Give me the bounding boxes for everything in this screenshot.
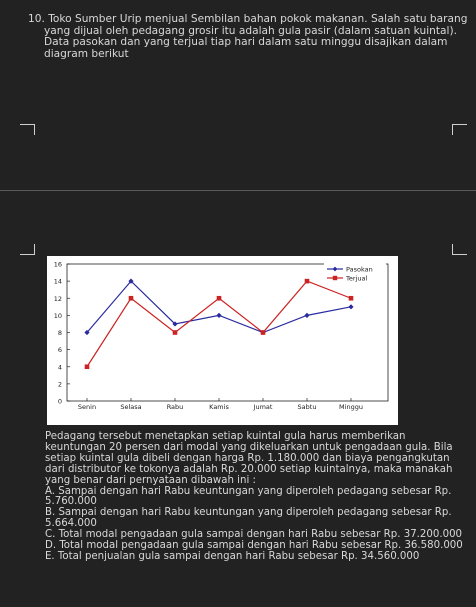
crop-corner-top-left[interactable] bbox=[20, 124, 35, 135]
data-point-terjual bbox=[305, 279, 310, 284]
legend-marker-terjual bbox=[333, 276, 337, 280]
line-chart bbox=[47, 256, 398, 425]
series-line-terjual bbox=[87, 281, 351, 367]
option-c: C. Total modal pengadaan gula sampai dengan hari Rabu sebesar Rp. 37.200.000 bbox=[45, 529, 463, 541]
y-tick-label: 14 bbox=[53, 277, 62, 286]
data-point-terjual bbox=[261, 330, 266, 335]
data-point-terjual bbox=[85, 364, 90, 369]
x-tick-label: Selasa bbox=[120, 403, 142, 411]
question-line: diagram berikut bbox=[44, 47, 129, 60]
y-tick-label: 10 bbox=[53, 311, 62, 320]
paragraph-line: keuntungan 20 persen dari modal yang dikeluarkan untuk pengadaan gula. Bila bbox=[45, 441, 453, 453]
legend-label: Terjual bbox=[346, 274, 368, 283]
data-point-terjual bbox=[129, 296, 134, 301]
crop-corner-top-right[interactable] bbox=[452, 124, 467, 135]
legend-label: Pasokan bbox=[346, 265, 373, 274]
data-point-pasokan bbox=[348, 304, 353, 309]
y-tick-label: 12 bbox=[53, 294, 62, 303]
option-e: E. Total penjualan gula sampai dengan hari Rabu sebesar Rp. 34.560.000 bbox=[45, 550, 420, 562]
question-line: yang dijual oleh pedagang grosir itu adalah gula pasir (dalam satuan kuintal). bbox=[44, 24, 457, 37]
y-tick-label: 0 bbox=[57, 397, 62, 406]
x-tick-label: Rabu bbox=[166, 403, 184, 411]
y-tick-label: 2 bbox=[57, 380, 62, 389]
option-d: D. Total modal pengadaan gula sampai dengan hari Rabu sebesar Rp. 36.580.000 bbox=[45, 540, 463, 552]
option-b: B. Sampai dengan hari Rabu keuntungan yang diperoleh pedagang sebesar Rp. bbox=[45, 507, 452, 519]
x-tick-label: Kamis bbox=[209, 403, 229, 411]
x-tick-label: Senin bbox=[77, 403, 97, 411]
option-a-cont: 5.760.000 bbox=[45, 496, 97, 508]
question-line: Data pasokan dan yang terjual tiap hari dalam satu minggu disajikan dalam bbox=[44, 36, 448, 49]
series-line-pasokan bbox=[87, 281, 351, 332]
y-tick-label: 4 bbox=[57, 363, 62, 372]
option-a: A. Sampai dengan hari Rabu keuntungan yang diperoleh pedagang sebesar Rp. bbox=[45, 485, 452, 497]
y-tick-label: 8 bbox=[57, 329, 62, 337]
data-point-terjual bbox=[349, 296, 354, 301]
question-line: 10. Toko Sumber Urip menjual Sembilan bahan pokok makanan. Salah satu barang bbox=[28, 13, 468, 25]
data-point-pasokan bbox=[304, 313, 309, 318]
x-tick-label: Minggu bbox=[339, 403, 363, 411]
chart-svg bbox=[47, 256, 398, 425]
y-tick-label: 16 bbox=[53, 260, 62, 269]
option-b-cont: 5.664.000 bbox=[45, 518, 97, 530]
paragraph-line: Pedagang tersebut menetapkan setiap kuintal gula harus memberikan bbox=[45, 431, 406, 442]
data-point-terjual bbox=[173, 330, 178, 335]
x-tick-label: Jumat bbox=[253, 403, 273, 411]
y-tick-label: 6 bbox=[57, 346, 62, 355]
crop-corner-bottom-right[interactable] bbox=[452, 244, 467, 255]
crop-corner-bottom-left[interactable] bbox=[20, 244, 35, 255]
paragraph-line: setiap kuintal gula dibeli dengan harga Rp. 1.180.000 dan biaya pengangkutan bbox=[45, 452, 450, 464]
data-point-pasokan bbox=[216, 313, 221, 318]
paragraph-line: dari distributor ke tokonya adalah Rp. 20.000 setiap kuintalnya, maka manakah bbox=[45, 463, 453, 475]
divider bbox=[0, 190, 476, 191]
paragraph-line: yang benar dari pernyataan dibawah ini : bbox=[45, 474, 256, 486]
x-tick-label: Sabtu bbox=[297, 403, 317, 411]
answer-section bbox=[45, 432, 465, 563]
data-point-terjual bbox=[217, 296, 222, 301]
question-text bbox=[28, 14, 468, 60]
